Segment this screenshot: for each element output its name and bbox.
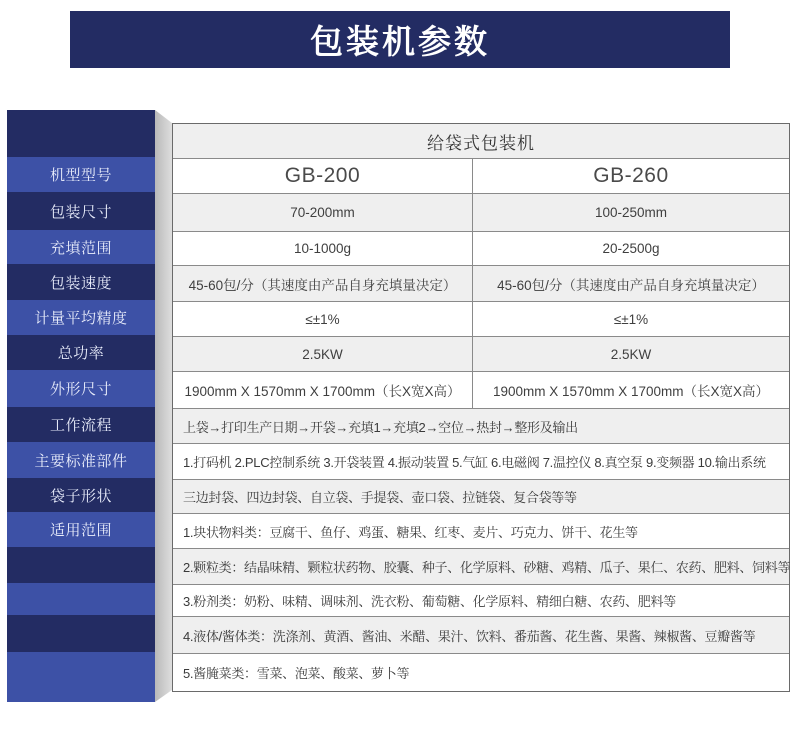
sidebar-label-text: 包装速度 bbox=[49, 274, 112, 292]
spec-table bbox=[172, 123, 790, 692]
table-row-workflow bbox=[173, 408, 789, 443]
dimensions-value-col1: 1900mm X 1570mm X 1700mm（长X宽X高） bbox=[173, 372, 473, 408]
title-banner bbox=[70, 11, 730, 68]
table-row-applications-3 bbox=[173, 584, 789, 616]
power-value-col2: 2.5KW bbox=[610, 346, 652, 362]
sidebar-label-text: 外形尺寸 bbox=[49, 381, 112, 398]
workflow-text: 上袋→打印生产日期→开袋→充填1→充填2→空位→热封→整形及输出 bbox=[183, 419, 578, 435]
table-row-power bbox=[173, 336, 789, 371]
page-title: 包装机参数 bbox=[310, 23, 490, 60]
sidebar-label-text: 机型型号 bbox=[49, 167, 112, 184]
sidebar-label-text: 充填范围 bbox=[49, 239, 112, 257]
sidebar-label-speed bbox=[7, 264, 155, 300]
sidebar-label-workflow bbox=[7, 407, 155, 442]
sidebar-spacer bbox=[7, 652, 155, 702]
speed-value-col1: 45-60包/分（其速度由产品自身充填量决定） bbox=[173, 266, 473, 301]
bag-shapes-text: 三边封袋、四边封袋、自立袋、手提袋、壶口袋、拉链袋、复合袋等等 bbox=[183, 490, 577, 505]
accuracy-value-col1: ≤±1% bbox=[173, 302, 473, 336]
sidebar-label-applications bbox=[7, 512, 155, 547]
applications-1-text: 1.块状物料类：豆腐干、鱼仔、鸡蛋、糖果、红枣、麦片、巧克力、饼干、花生等 bbox=[183, 524, 638, 540]
table-row-model bbox=[173, 158, 789, 193]
applications-4-text: 4.液体/酱体类：洗涤剂、黄酒、酱油、米醋、果汁、饮料、番茄酱、花生酱、果酱、辣椒酱、豆瓣酱等 bbox=[183, 628, 756, 644]
sidebar-spacer bbox=[7, 547, 155, 583]
sidebar-label-text: 袋子形状 bbox=[49, 487, 112, 505]
table-row-applications-4 bbox=[173, 616, 789, 653]
fill-range-value-col1: 10-1000g bbox=[173, 232, 473, 265]
applications-2-text: 2.颗粒类：结晶味精、颗粒状药物、胶囊、种子、化学原料、砂糖、鸡精、瓜子、果仁、农药、肥料、饲料等 bbox=[183, 560, 791, 575]
table-row-bag-size bbox=[173, 193, 789, 231]
sidebar-spacer bbox=[7, 110, 155, 157]
table-title bbox=[173, 124, 789, 158]
sidebar-label-text: 主要标准部件 bbox=[34, 452, 128, 470]
sidebar-label-text: 工作流程 bbox=[49, 417, 112, 434]
sidebar-label-power bbox=[7, 335, 155, 370]
table-row-bag-shapes bbox=[173, 479, 789, 513]
bag-size-value-col1: 70-200mm bbox=[173, 194, 473, 231]
sidebar-label-text: 适用范围 bbox=[49, 522, 112, 539]
accuracy-value-col2: ≤±1% bbox=[613, 311, 649, 327]
sidebar-spacer bbox=[7, 583, 155, 615]
sidebar-label-text: 包装尺寸 bbox=[49, 203, 112, 221]
sidebar bbox=[7, 110, 155, 702]
table-row-accuracy bbox=[173, 301, 789, 336]
table-row-speed bbox=[173, 265, 789, 301]
applications-3-text: 3.粉剂类：奶粉、味精、调味剂、洗衣粉、葡萄糖、化学原料、精细白糖、农药、肥料等 bbox=[183, 594, 676, 609]
applications-5-text: 5.酱腌菜类：雪菜、泡菜、酸菜、萝卜等 bbox=[183, 666, 410, 681]
table-title-text: 给袋式包装机 bbox=[427, 133, 535, 153]
dimensions-value-col2: 1900mm X 1570mm X 1700mm（长X宽X高） bbox=[492, 384, 770, 399]
table-row-fill-range bbox=[173, 231, 789, 265]
sidebar-bevel-shadow bbox=[155, 110, 172, 702]
sidebar-label-bag-shapes bbox=[7, 478, 155, 512]
components-text: 1.打码机 2.PLC控制系统 3.开袋装置 4.振动装置 5.气缸 6.电磁阀 7.温控仪 8.真空泵 9.变频器 10.输出系统 bbox=[183, 455, 766, 470]
fill-range-value-col2: 20-2500g bbox=[602, 241, 660, 256]
table-rows bbox=[173, 158, 789, 691]
model-value-col2: GB-260 bbox=[593, 164, 669, 187]
table-row-applications-2 bbox=[173, 548, 789, 584]
sidebar-label-accuracy bbox=[7, 300, 155, 335]
sidebar-label-fill-range bbox=[7, 230, 155, 264]
table-row-dimensions bbox=[173, 371, 789, 408]
sidebar-label-text: 总功率 bbox=[57, 345, 105, 362]
sidebar-label-text: 计量平均精度 bbox=[34, 310, 128, 327]
sidebar-label-components bbox=[7, 442, 155, 478]
power-value-col1: 2.5KW bbox=[173, 337, 473, 371]
speed-value-col2: 45-60包/分（其速度由产品自身充填量决定） bbox=[497, 277, 765, 293]
bag-size-value-col2: 100-250mm bbox=[594, 205, 668, 220]
sidebar-label-bag-size bbox=[7, 192, 155, 230]
sidebar-label-dimensions bbox=[7, 370, 155, 407]
table-row-applications-1 bbox=[173, 513, 789, 548]
model-value-col1: GB-200 bbox=[173, 159, 473, 193]
table-row-applications-5 bbox=[173, 653, 789, 691]
sidebar-spacer bbox=[7, 615, 155, 652]
table-row-components bbox=[173, 443, 789, 479]
sidebar-label-model bbox=[7, 157, 155, 192]
